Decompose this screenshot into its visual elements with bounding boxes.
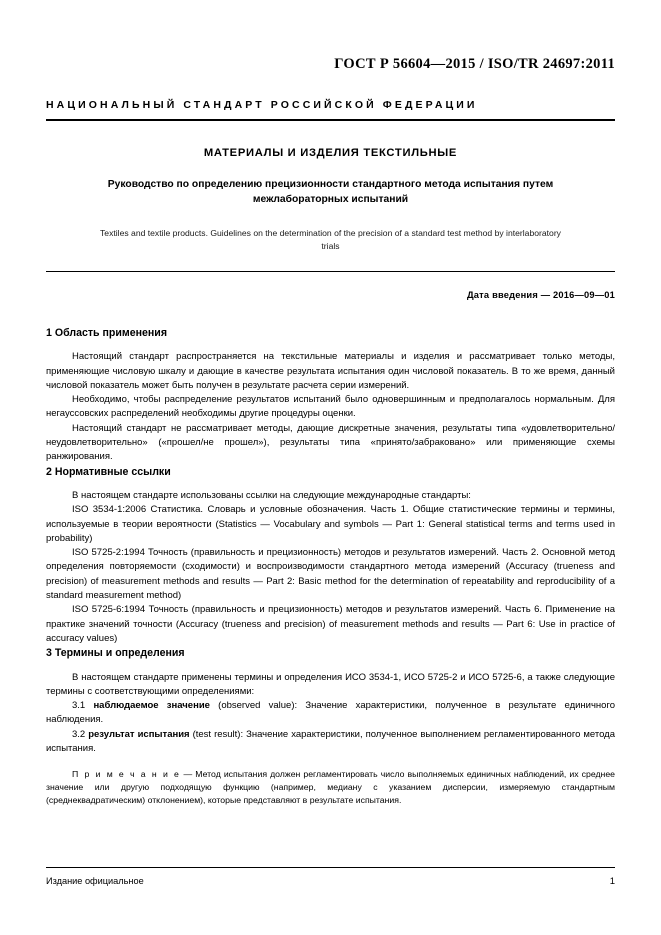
term-number-3-1: 3.1 [72,700,86,712]
title-block [46,147,615,253]
section-heading-references: 2 Нормативные ссылки [46,465,171,478]
term-name-3-2: результат испытания [88,728,190,740]
document-title: МАТЕРИАЛЫ И ИЗДЕЛИЯ ТЕКСТИЛЬНЫЕ [203,147,458,159]
document-title-english: Textiles and textile products. Guidelines on the determination of the precision of a standard test method by interlaboratory trials [100,228,561,251]
paragraph-terms-intro: В настоящем стандарте применены термины и определения ИСО 3534-1, ИСО 5725-2 и ИСО 5725-6, а также следующие термины с соответствующими определениями: [46,671,615,697]
title-separator-rule [46,271,615,272]
paragraph-references-intro: В настоящем стандарте использованы ссылки на следующие международные стандарты: [72,489,471,501]
section-heading-scope: 1 Область применения [46,327,168,339]
term-name-3-1: наблюдаемое значение [93,700,210,712]
paragraph-scope-3: Настоящий стандарт не рассматривает методы, дающие дискретные значения, результаты типа «удовлетворительно/неудовлетворительно» («прошел/не прошел»), результаты типа «принято/забраковано» или применяющие схемы ранжирования. [46,422,615,463]
term-definition-3-2: (test result): Значение характеристики, полученное выполнением регламентированного метода испытания. [46,728,616,755]
term-number-3-2: 3.2 [72,728,86,740]
footer-rule [46,867,615,868]
paragraph-scope-1: Настоящий стандарт распространяется на текстильные материалы и изделия и рассматривает только методы, применяющие числовую шкалу и дающие в качестве результата испытания один числовой показатель. В то же время, данный числовой показатель может быть получен в результате расчета серии измерений. [46,351,615,391]
term-definition-3-1: (observed value): Значение характеристики, полученное в результате единичного наблюдения. [46,700,615,726]
introduction-date: Дата введения — 2016—09—01 [466,290,615,300]
document-body [46,326,615,807]
page-number: 1 [609,876,615,887]
document-subtitle: Руководство по определению прецизионности стандартного метода испытания путем межлабораторных испытаний [107,179,554,205]
note-block [46,768,615,807]
footer-row [46,876,615,887]
term-entry-3-1 [46,699,615,728]
official-edition-label: Издание официальное [46,876,144,886]
term-entry-3-2 [46,728,615,757]
reference-iso-5725-6: ISO 5725-6:1994 Точность (правильность и прецизионность) методов и результатов измерений. Часть 6. Применение на практике значений точности (Accuracy (trueness and precision) of measurement methods and results — Part 6: Use in practice of accuracy values) [46,604,615,644]
standard-code: ГОСТ Р 56604—2015 / ISO/TR 24697:2011 [334,56,615,72]
page-footer [46,867,615,887]
reference-iso-5725-2: ISO 5725-2:1994 Точность (правильность и прецизионность) методов и результатов измерений. Часть 2. Основной метод определения повторяемости (сходимости) и воспроизводимости стандартного метода измерений (Accuracy (trueness and precision) of measurement methods and results — Part 2: Basic method for the determination of repeatability and reproducibility of a standard measurement method) [46,547,615,602]
header-rule-group [46,119,615,121]
section-heading-terms: 3 Термины и определения [46,647,185,660]
note-text: — Метод испытания должен регламентировать число выполняемых единичных наблюдений, их среднее значение или другую подходящую функцию (например, медиану с указанием дисперсии, измеряемую стандартным (среднеквадратическим) отклонением), которые представляют в результате испытания. [46,769,616,806]
reference-iso-3534-1: ISO 3534-1:2006 Статистика. Словарь и условные обозначения. Часть 1. Общие статистические термины и термины, используемые в теории вероятности (Statistics — Vocabulary and symbols — Part 1: General statistical terms and terms used in probability) [46,504,615,544]
national-standard-line: НАЦИОНАЛЬНЫЙ СТАНДАРТ РОССИЙСКОЙ ФЕДЕРАЦИИ [46,99,478,111]
paragraph-scope-2: Необходимо, чтобы распределение результатов испытаний было одновершинным и предполагалось нормальным. Для негауссовских распределений необходимы другие процедуры оценки. [46,394,615,420]
note-label: П р и м е ч а н и е [72,769,181,780]
header-rule-thick [46,119,615,121]
